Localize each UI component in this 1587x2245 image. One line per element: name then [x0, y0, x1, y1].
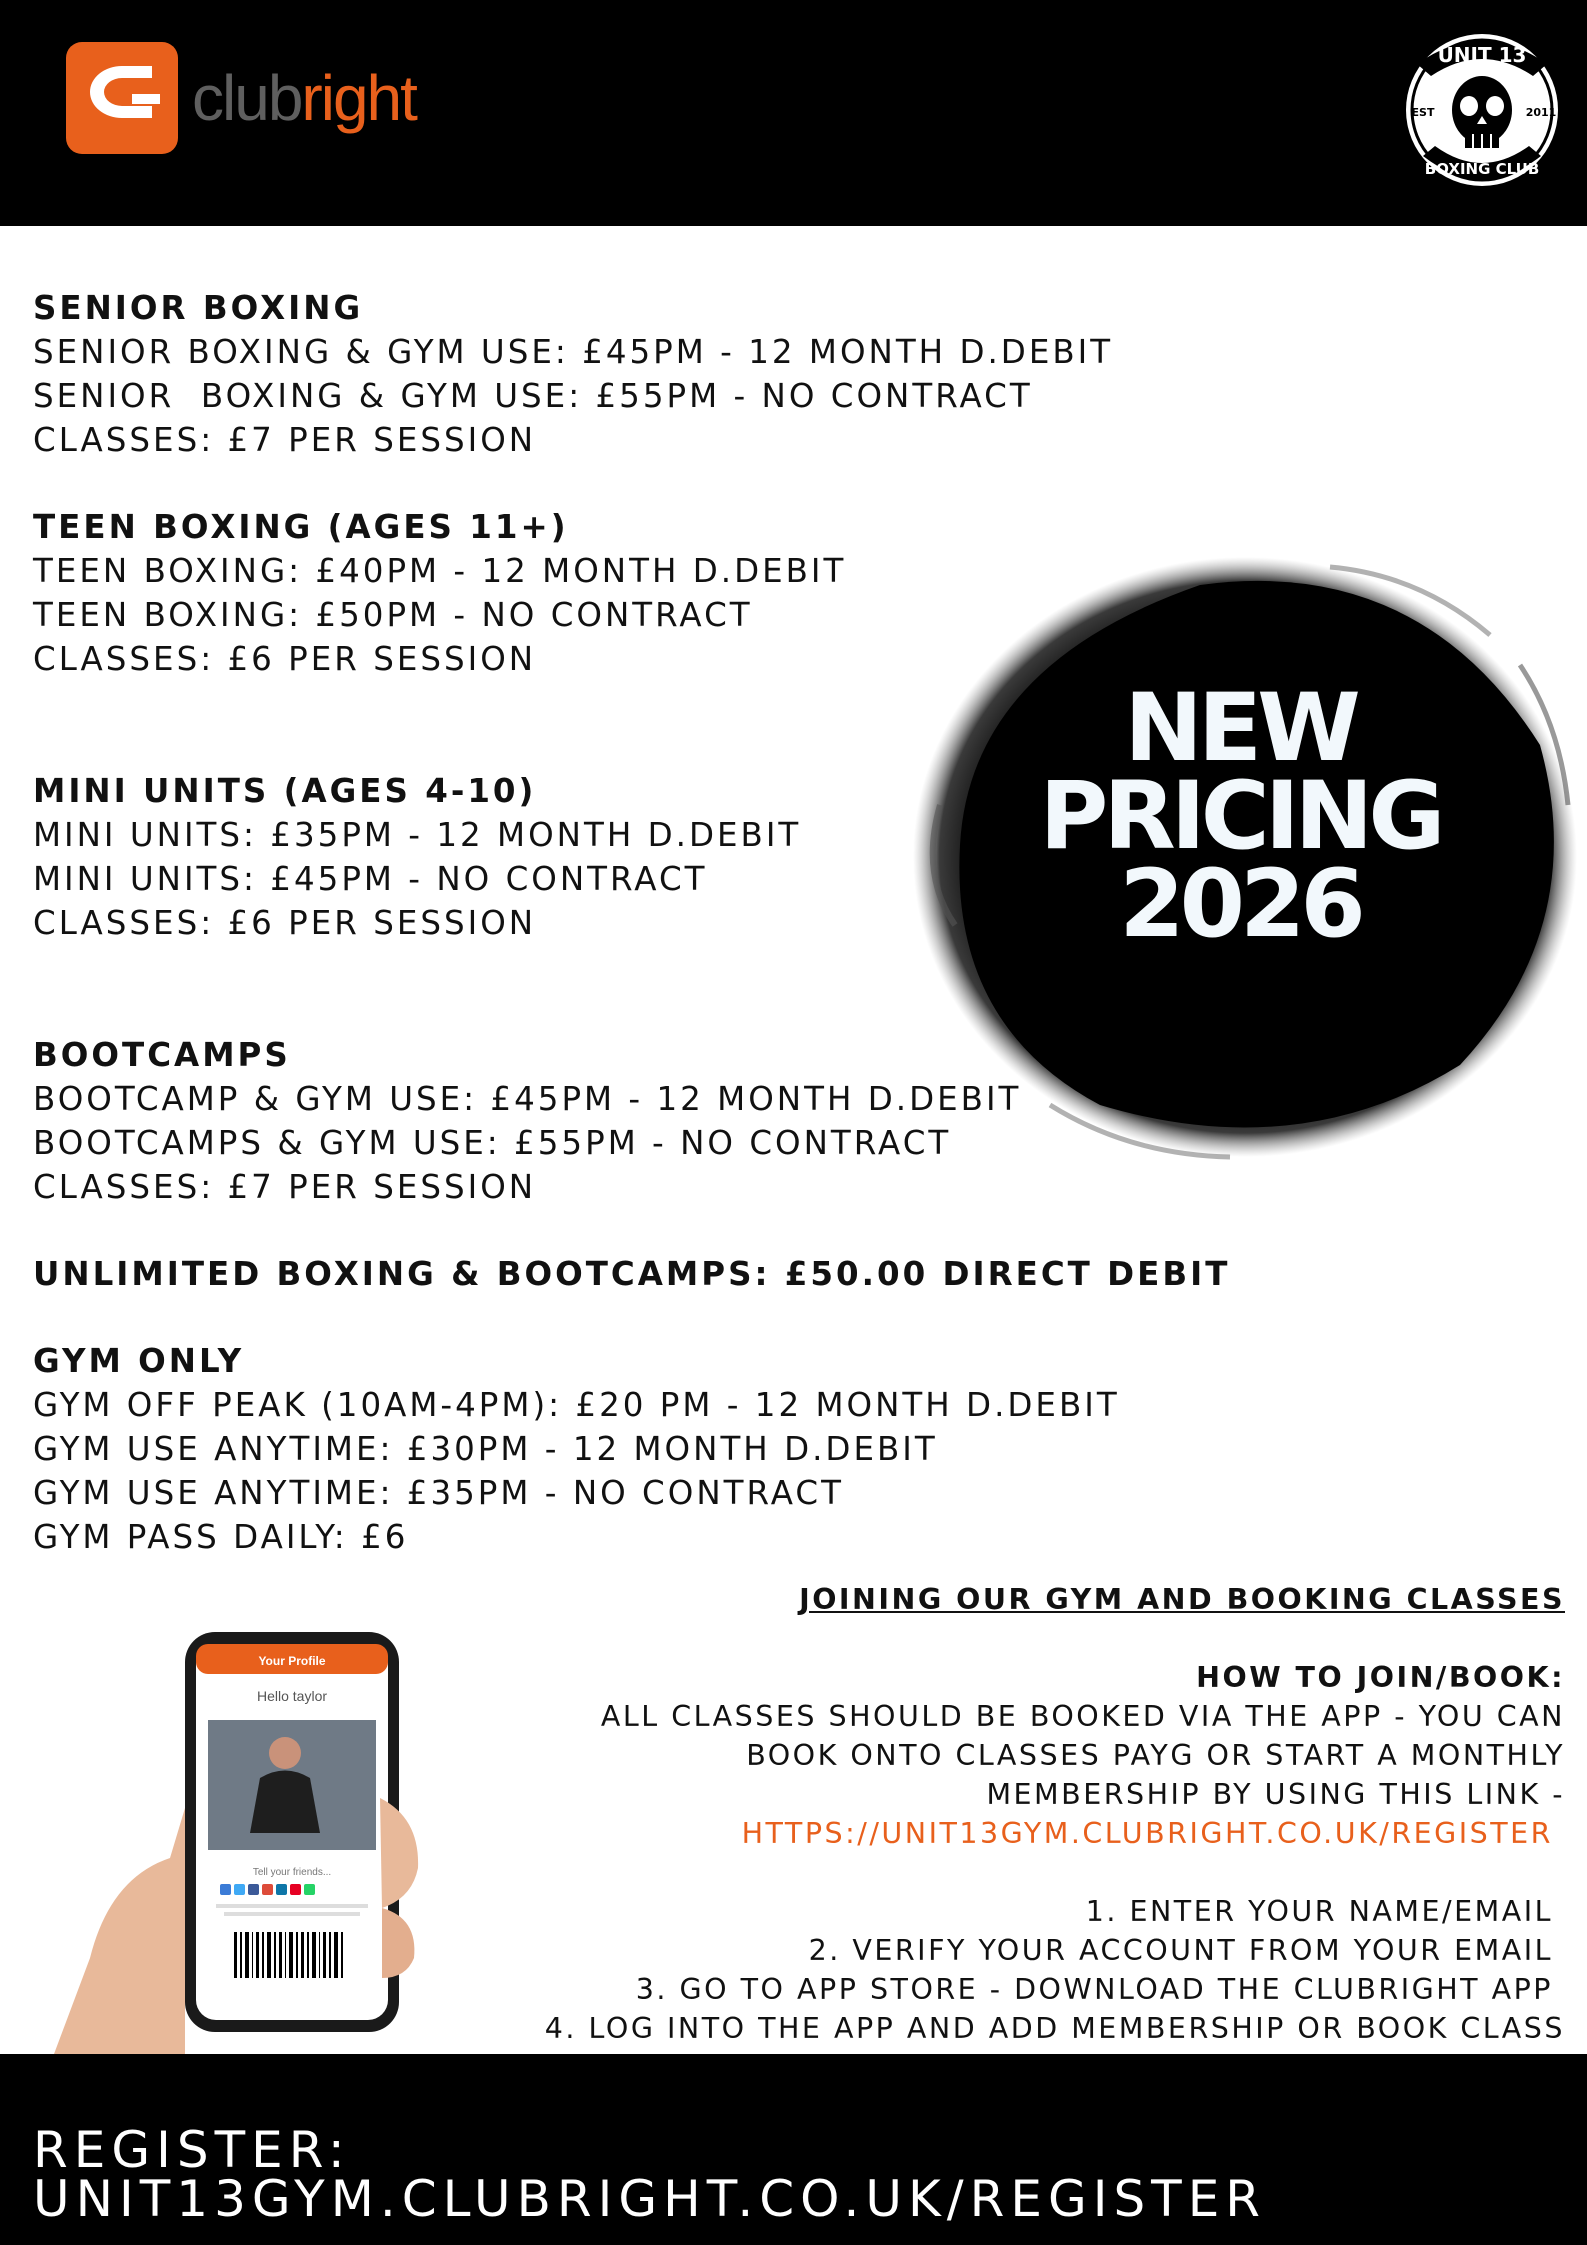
promo-line-1: NEW — [1124, 674, 1356, 783]
join-step: 2. VERIFY YOUR ACCOUNT FROM YOUR EMAIL — [808, 1934, 1553, 1967]
footer-bar — [0, 2054, 1587, 2245]
price-line: CLASSES: £7 PER SESSION — [33, 421, 537, 459]
price-line: CLASSES: £6 PER SESSION — [33, 904, 537, 942]
footer-register-label: REGISTER: — [33, 2121, 351, 2179]
joining-intro-line: ALL CLASSES SHOULD BE BOOKED VIA THE APP - YOU CAN — [600, 1700, 1565, 1733]
section-heading: MINI UNITS (AGES 4-10) — [33, 772, 537, 810]
price-line: CLASSES: £7 PER SESSION — [33, 1168, 537, 1206]
price-line: BOOTCAMPS & GYM USE: £55PM - NO CONTRACT — [33, 1124, 952, 1162]
brand-wordmark — [192, 62, 416, 134]
price-line: MINI UNITS: £35PM - 12 MONTH D.DEBIT — [33, 816, 802, 854]
clubright-mark-icon — [66, 42, 178, 154]
how-to-join-heading: HOW TO JOIN/BOOK: — [1196, 1661, 1565, 1694]
section-senior-boxing — [33, 286, 1230, 462]
footer-register-url[interactable]: UNIT13GYM.CLUBRIGHT.CO.UK/REGISTER — [33, 2170, 1267, 2228]
price-line: CLASSES: £6 PER SESSION — [33, 640, 537, 678]
badge-right-text: 2011 — [1525, 106, 1557, 119]
price-line: GYM PASS DAILY: £6 — [33, 1518, 409, 1556]
promo-line-3: 2026 — [1119, 850, 1361, 959]
joining-intro-line: BOOK ONTO CLASSES PAYG OR START A MONTHLY — [746, 1739, 1565, 1772]
price-line: MINI UNITS: £45PM - NO CONTRACT — [33, 860, 708, 898]
badge-bottom-text: BOXING CLUB — [1424, 160, 1540, 178]
new-pricing-title — [900, 674, 1580, 959]
join-step: 3. GO TO APP STORE - DOWNLOAD THE CLUBRIGHT APP — [635, 1973, 1553, 2006]
phone-share-label: Tell your friends... — [252, 1867, 332, 1878]
unit13-skull-badge-icon — [1403, 24, 1561, 196]
phone-header: Your Profile — [258, 1654, 326, 1668]
price-line: TEEN BOXING: £50PM - NO CONTRACT — [33, 596, 753, 634]
section-heading: UNLIMITED BOXING & BOOTCAMPS: £50.00 DIRECT DEBIT — [33, 1255, 1231, 1293]
section-gym-only — [33, 1339, 1230, 1559]
badge-top-text: UNIT 13 — [1437, 43, 1527, 67]
badge-left-text: EST — [1411, 106, 1435, 119]
phone-illustration-icon — [20, 1628, 440, 2118]
price-line: SENIOR BOXING & GYM USE: £45PM - 12 MONTH D.DEBIT — [33, 333, 1114, 371]
phone-share-icons — [220, 1884, 315, 1895]
phone-in-hand-image — [20, 1628, 440, 2118]
section-heading: GYM ONLY — [33, 1342, 245, 1380]
section-heading: TEEN BOXING (AGES 11+) — [33, 508, 569, 546]
price-line: SENIOR BOXING & GYM USE: £55PM - NO CONTRACT — [33, 377, 1033, 415]
section-heading: BOOTCAMPS — [33, 1036, 291, 1074]
price-line: GYM USE ANYTIME: £30PM - 12 MONTH D.DEBIT — [33, 1430, 938, 1468]
join-step: 4. LOG INTO THE APP AND ADD MEMBERSHIP OR BOOK CLASS — [544, 2012, 1565, 2045]
header-bar — [0, 0, 1587, 226]
section-heading: SENIOR BOXING — [33, 289, 364, 327]
phone-greeting: Hello taylor — [256, 1688, 328, 1704]
joining-info — [545, 1580, 1565, 2048]
joining-intro-line: MEMBERSHIP BY USING THIS LINK - — [986, 1778, 1565, 1811]
brand-name-right: right — [301, 62, 416, 134]
join-step: 1. ENTER YOUR NAME/EMAIL — [1085, 1895, 1553, 1928]
price-line: TEEN BOXING: £40PM - 12 MONTH D.DEBIT — [33, 552, 847, 590]
register-link[interactable]: HTTPS://UNIT13GYM.CLUBRIGHT.CO.UK/REGISTER — [741, 1817, 1553, 1850]
price-line: GYM OFF PEAK (10AM-4PM): £20 PM - 12 MONTH D.DEBIT — [33, 1386, 1120, 1424]
price-line: BOOTCAMP & GYM USE: £45PM - 12 MONTH D.DEBIT — [33, 1080, 1022, 1118]
price-line: GYM USE ANYTIME: £35PM - NO CONTRACT — [33, 1474, 844, 1512]
promo-line-2: PRICING — [1039, 762, 1441, 871]
brand-name-club: club — [192, 62, 302, 134]
section-unlimited — [33, 1252, 1230, 1296]
new-pricing-badge — [900, 545, 1580, 1165]
joining-title: JOINING OUR GYM AND BOOKING CLASSES — [799, 1583, 1565, 1616]
clubright-logo — [66, 42, 416, 154]
